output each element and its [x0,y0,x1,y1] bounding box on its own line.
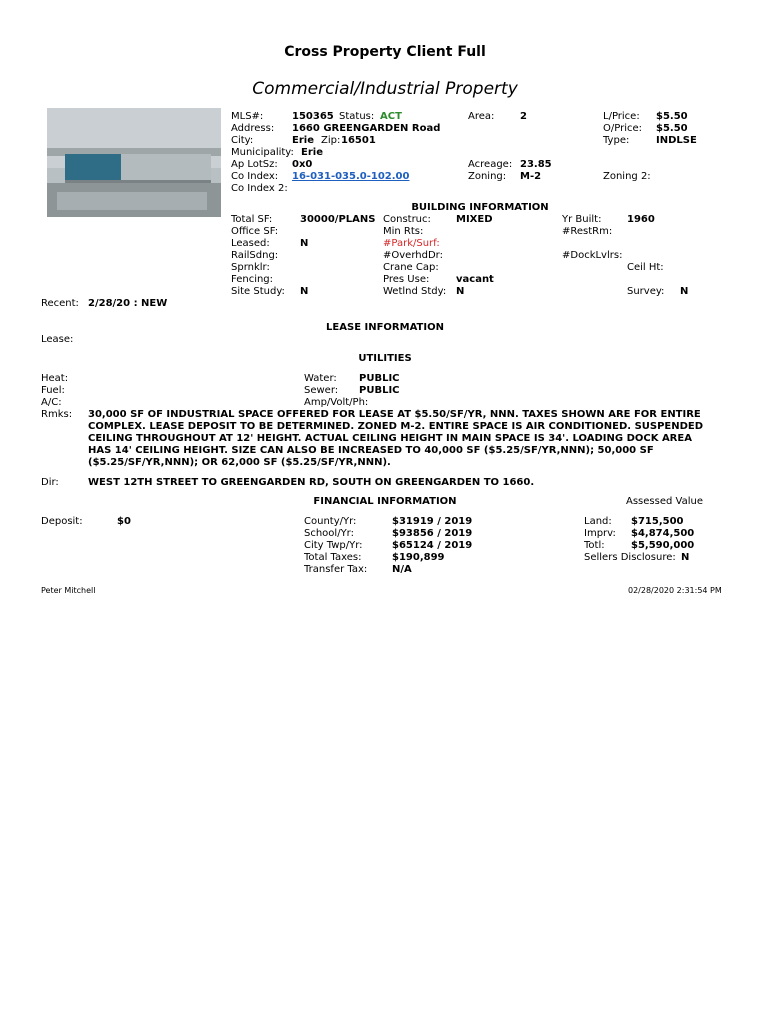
oprice-value: $5.50 [656,123,688,134]
school-label: School/Yr: [304,528,354,539]
sellers-value: N [681,552,690,563]
docklvlrs-label: #DockLvlrs: [562,250,623,261]
zip-label: Zip: [321,135,341,146]
leased-value: N [300,238,309,249]
city-value: Erie [292,135,314,146]
water-value: PUBLIC [359,373,400,384]
coindex2-label: Co Index 2: [231,183,288,194]
status-value: ACT [380,111,402,122]
coindex-label: Co Index: [231,171,279,182]
type-value: INDLSE [656,135,697,146]
ampvolt-label: Amp/Volt/Ph: [304,397,369,408]
fencing-label: Fencing: [231,274,274,285]
leased-label: Leased: [231,238,270,249]
recent-label: Recent: [41,298,79,309]
total-taxes-value: $190,899 [392,552,445,563]
sitestudy-value: N [300,286,309,297]
totalsf-label: Total SF: [231,214,273,225]
acreage-value: 23.85 [520,159,552,170]
lease-heading: LEASE INFORMATION [326,322,444,333]
lprice-label: L/Price: [603,111,640,122]
fuel-label: Fuel: [41,385,65,396]
lprice-value: $5.50 [656,111,688,122]
imprv-value: $4,874,500 [631,528,695,539]
sewer-label: Sewer: [304,385,339,396]
cranecap-label: Crane Cap: [383,262,439,273]
officesf-label: Office SF: [231,226,279,237]
assessed-heading: Assessed Value [626,496,703,507]
total-taxes-label: Total Taxes: [304,552,362,563]
city-label: City: [231,135,254,146]
directions-text: WEST 12TH STREET TO GREENGARDEN RD, SOUTH ON GREENGARDEN TO 1660. [88,477,535,488]
county-label: County/Yr: [304,516,357,527]
county-value: $31919 / 2019 [392,516,473,527]
totl-value: $5,590,000 [631,540,695,551]
city-tax-label: City Twp/Yr: [304,540,363,551]
deposit-value: $0 [117,516,131,527]
sewer-value: PUBLIC [359,385,400,396]
presuse-value: vacant [456,274,494,285]
type-label: Type: [603,135,630,146]
deposit-label: Deposit: [41,516,83,527]
land-value: $715,500 [631,516,684,527]
sitestudy-label: Site Study: [231,286,285,297]
building-photo-icon [47,108,221,217]
utilities-heading: UTILITIES [358,353,412,364]
heat-label: Heat: [41,373,69,384]
sprnklr-label: Sprnklr: [231,262,270,273]
totalsf-value: 30000/PLANS [300,214,376,225]
page-title: Cross Property Client Full [284,44,486,60]
transfer-tax-value: N/A [392,564,412,575]
ac-label: A/C: [41,397,62,408]
oprice-label: O/Price: [603,123,643,134]
area-value: 2 [520,111,527,122]
railsdng-label: RailSdng: [231,250,279,261]
lease-label: Lease: [41,334,74,345]
aplotsz-label: Ap LotSz: [231,159,278,170]
building-photo[interactable] [47,108,221,217]
mls-label: MLS#: [231,111,264,122]
transfer-tax-label: Transfer Tax: [304,564,368,575]
recent-value: 2/28/20 : NEW [88,298,168,309]
survey-label: Survey: [627,286,665,297]
building-heading: BUILDING INFORMATION [411,202,549,213]
municipality-label: Municipality: [231,147,294,158]
aplotsz-value: 0x0 [292,159,313,170]
restrm-label: #RestRm: [562,226,613,237]
construc-value: MIXED [456,214,493,225]
address-value: 1660 GREENGARDEN Road [292,123,441,134]
wetlnd-label: Wetlnd Stdy: [383,286,447,297]
ceilht-label: Ceil Ht: [627,262,664,273]
zip-value: 16501 [341,135,376,146]
print-timestamp: 02/28/2020 2:31:54 PM [628,586,722,595]
school-value: $93856 / 2019 [392,528,473,539]
yrbuilt-label: Yr Built: [562,214,602,225]
imprv-label: Imprv: [584,528,616,539]
sellers-label: Sellers Disclosure: [584,552,676,563]
water-label: Water: [304,373,337,384]
municipality-value: Erie [301,147,323,158]
totl-label: Totl: [584,540,605,551]
zoning2-label: Zoning 2: [603,171,651,182]
page-subtitle: Commercial/Industrial Property [252,79,518,99]
city-tax-value: $65124 / 2019 [392,540,473,551]
mls-value: 150365 [292,111,334,122]
minrts-label: Min Rts: [383,226,424,237]
presuse-label: Pres Use: [383,274,430,285]
acreage-label: Acreage: [468,159,513,170]
yrbuilt-value: 1960 [627,214,655,225]
agent-name: Peter Mitchell [41,586,96,595]
remarks-label: Rmks: [41,409,73,420]
zoning-label: Zoning: [468,171,507,182]
area-label: Area: [468,111,495,122]
overhddr-label: #OverhdDr: [383,250,443,261]
land-label: Land: [584,516,612,527]
survey-value: N [680,286,689,297]
zoning-value: M-2 [520,171,542,182]
remarks-text: 30,000 SF OF INDUSTRIAL SPACE OFFERED FOR LEASE AT $5.50/SF/YR, NNN. TAXES SHOWN ARE FOR ENTIRE COMPLEX. LEASE DEPOSIT TO BE DETERMINED. ZONED M-2. ENTIRE SPACE IS AIR CONDITIONED. SUSPENDED CEILING THROUGHOUT AT 12' HEIGHT. ACTUAL CEILING HEIGHT IN MAIN SPACE IS 34'. LOADING DOCK AREA HAS 14' CEILING HEIGHT. SIZE CAN ALSO BE INCREASED TO 40,000 SF ($5.25/SF/YR,NNN); 50,000 SF ($5.25/SF/YR,NNN); OR 62,000 SF ($5.25/SF/YR,NNN). [88,409,704,468]
parksurf-label: #Park/Surf: [383,238,440,249]
address-label: Address: [231,123,275,134]
financial-heading: FINANCIAL INFORMATION [313,496,457,507]
status-label: Status: [339,111,375,122]
wetlnd-value: N [456,286,465,297]
coindex-link[interactable]: 16-031-035.0-102.00 [292,171,410,182]
directions-label: Dir: [41,477,59,488]
construc-label: Construc: [383,214,431,225]
